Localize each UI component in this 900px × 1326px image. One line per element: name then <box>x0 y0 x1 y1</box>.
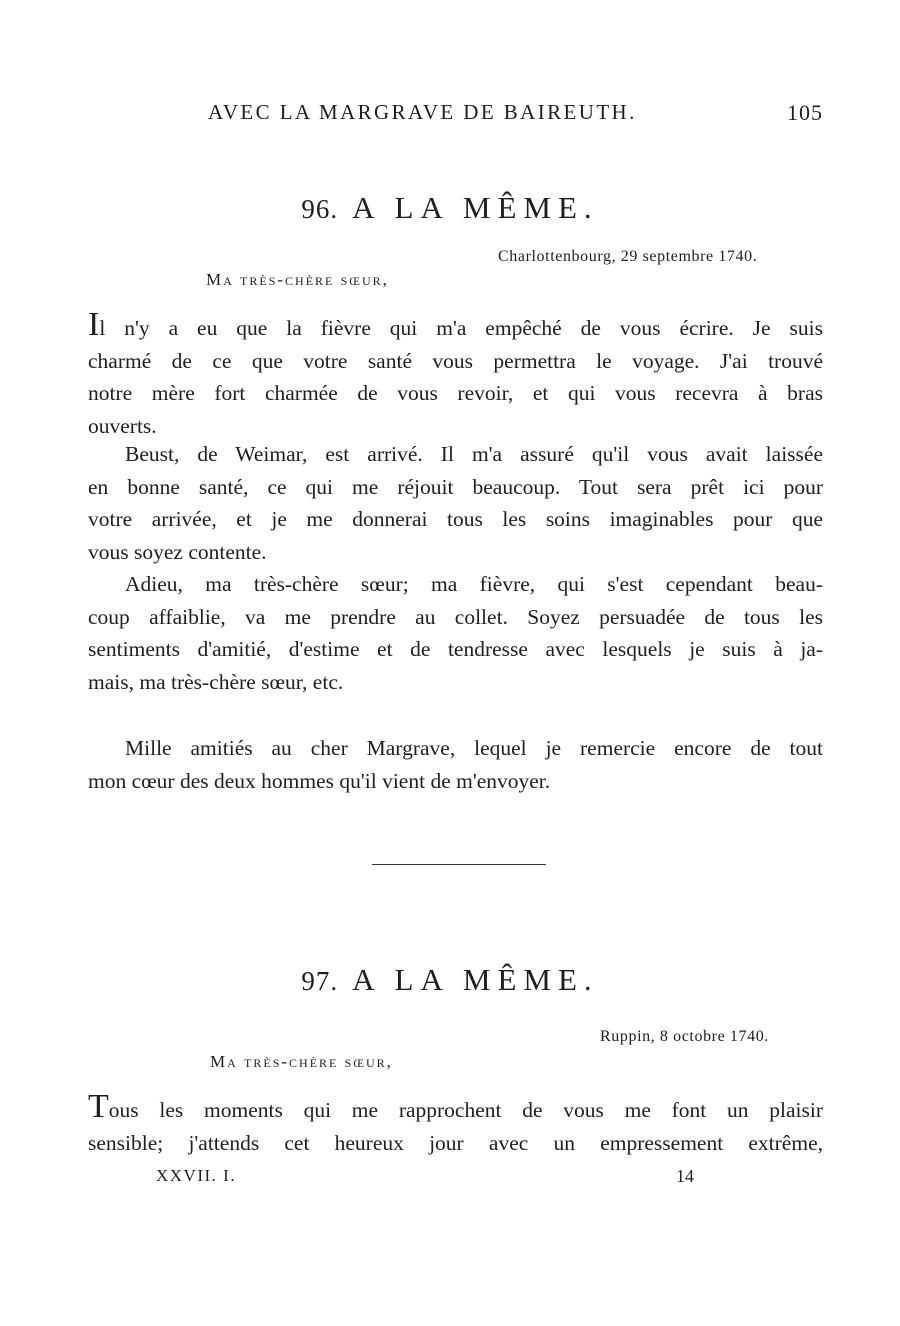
running-head: AVEC LA MARGRAVE DE BAIREUTH. <box>208 100 637 124</box>
letter-97-dateline: Ruppin, 8 octobre 1740. <box>600 1028 769 1045</box>
letter-96-paragraph-2 <box>88 438 823 568</box>
letter-number: 96. <box>301 194 339 224</box>
letter-96-salutation: Ma très-chère sœur, <box>206 270 389 289</box>
letter-96-postscript <box>88 732 823 797</box>
drop-cap: T <box>88 1088 109 1125</box>
text-line: Tous les moments qui me rapprochent de vous me font un plaisir <box>88 1088 823 1125</box>
letter-97-salutation: Ma très-chère sœur, <box>210 1052 393 1071</box>
text-line: sensible; j'attends cet heureux jour avec un empressement extrême, <box>88 1130 823 1155</box>
text-line: coup affaiblie, va me prendre au collet. Soyez persuadée de tous les <box>88 604 823 629</box>
text-line: mon cœur des deux hommes qu'il vient de m'envoyer. <box>88 768 551 793</box>
letter-number: 97. <box>301 966 339 996</box>
sheet-number: 14 <box>676 1166 694 1186</box>
letter-97-paragraph-1 <box>88 1090 823 1159</box>
text-line: Adieu, ma très-chère sœur; ma fièvre, qui s'est cependant beau- <box>125 572 823 596</box>
drop-cap: I <box>88 306 100 343</box>
text-line: en bonne santé, ce qui me réjouit beaucoup. Tout sera prêt ici pour <box>88 474 823 499</box>
text-line: sentiments d'amitié, d'estime et de tendresse avec lesquels je suis à ja- <box>88 637 823 661</box>
text-line: Beust, de Weimar, est arrivé. Il m'a assuré qu'il vous avait laissée <box>125 442 823 466</box>
letter-96-paragraph-3 <box>88 568 823 698</box>
signature-mark: XXVII. I. <box>156 1166 237 1185</box>
text-line: notre mère fort charmée de vous revoir, et qui vous recevra à bras <box>88 381 823 405</box>
text-line: Mille amitiés au cher Margrave, lequel je remercie encore de tout <box>125 736 823 760</box>
letter-96-heading <box>0 190 900 226</box>
page-number: 105 <box>787 100 823 125</box>
letter-97-heading <box>0 962 900 998</box>
letter-title: A LA MÊME. <box>352 190 599 225</box>
text-line: vous soyez contente. <box>88 539 267 564</box>
text-line: mais, ma très-chère sœur, etc. <box>88 669 344 694</box>
text-line: Il n'y a eu que la fièvre qui m'a empêché de vous écrire. Je suis <box>88 306 823 343</box>
text-line: votre arrivée, et je me donnerai tous les soins imaginables pour que <box>88 507 823 531</box>
letter-title: A LA MÊME. <box>352 962 599 997</box>
text-line: charmé de ce que votre santé vous permettra le voyage. J'ai trouvé <box>88 348 823 373</box>
letter-96-dateline: Charlottenbourg, 29 septembre 1740. <box>498 248 758 265</box>
section-divider <box>372 864 546 865</box>
text-line: ouverts. <box>88 413 157 438</box>
letter-96-paragraph-1 <box>88 308 823 442</box>
